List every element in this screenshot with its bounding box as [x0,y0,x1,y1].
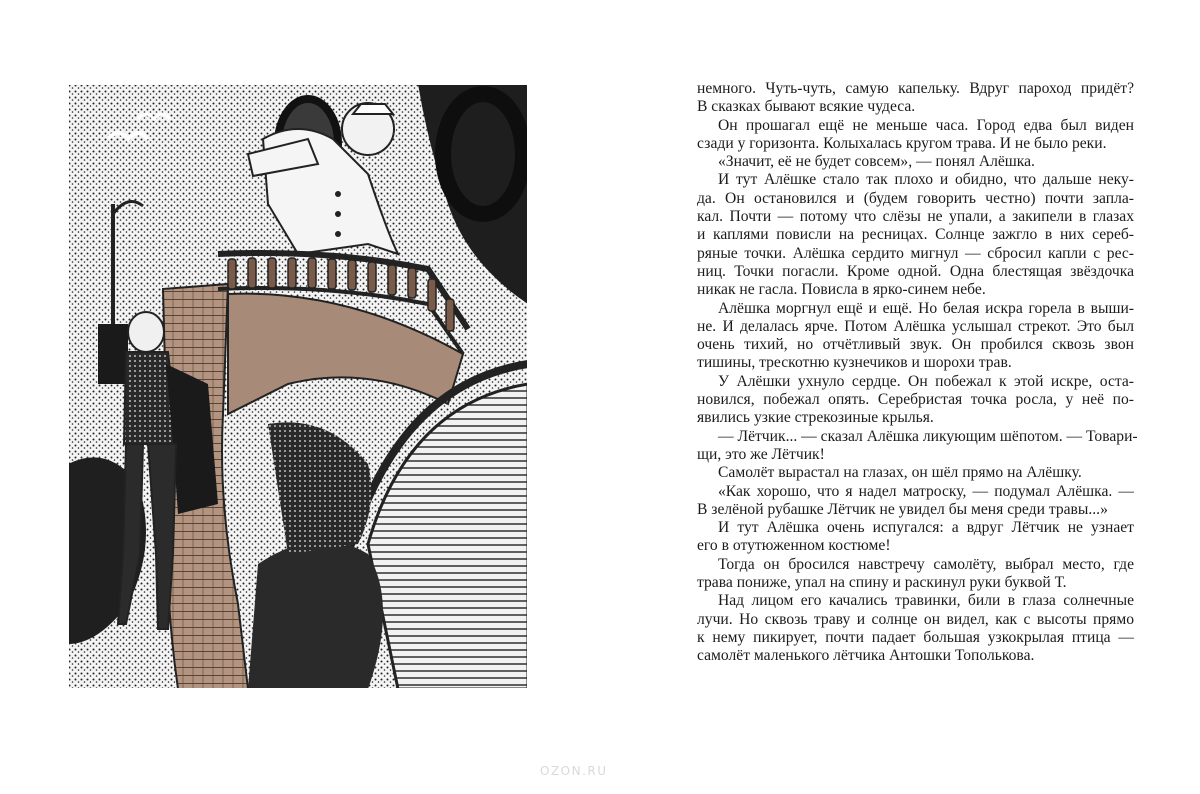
story-text [697,80,1138,666]
foreground-foliage-center [248,541,383,689]
text-line: И тут Алёшке стало так плохо и обидно, что дальше неку- [718,171,1134,189]
illustration-svg [68,84,528,689]
text-line: Тогда он бросился навстречу самолёту, выбрал место, где [718,555,1134,573]
text-line: ниц. Точки погасли. Кроме одной. Одна блестящая звёздочка [697,262,1134,280]
book-illustration [68,84,528,689]
text-line: — Лётчик... — сказал Алёшка ликующим шёпотом. — Товари- [718,427,1138,445]
text-line: лучи. Но сквозь траву и солнце он видел, как с высоты прямо [697,610,1134,628]
text-line: самолёт маленького лётчика Антошки Тополькова. [697,647,1035,665]
text-line: кал. Почти — потому что слёзы не упали, а закипели в глазах [697,208,1134,226]
text-line: очень тихий, но отчётливый звук. Он пробился сквозь звон [697,336,1134,354]
watermark: OZON.RU [540,764,608,778]
text-line: да. Он остановился и (будем говорить честно) почти запла- [697,189,1134,207]
text-line: Алёшка моргнул ещё и ещё. Но белая искра горела в выши- [718,299,1134,317]
text-line: В сказках бывают всякие чудеса. [697,98,916,116]
text-line: У Алёшки ухнуло сердце. Он побежал к этой искре, оста- [718,372,1134,390]
text-line: немного. Чуть-чуть, самую капельку. Вдруг пароход придёт? [697,80,1134,97]
text-line: тишины, трескотню кузнечиков и шорохи трав. [697,354,1012,372]
text-line: к нему пикирует, почти падает большая узкокрылая птица — [697,628,1134,646]
text-line: и каплями повисли на ресницах. Солнце зажгло в них сереб- [697,226,1134,244]
text-line: Самолёт вырастал на глазах, он шёл прямо на Алёшку. [718,464,1082,482]
text-line: В зелёной рубашке Лётчик не увидел бы меня среди травы...» [697,500,1108,518]
text-line: сзади у горизонта. Колыхалась кругом трава. И не было реки. [697,134,1107,152]
text-line: никак не гасла. Повисла в ярко-синем небе. [697,281,986,299]
text-line: И тут Алёшка очень испугался: а вдруг Лётчик не узнает [718,519,1134,537]
text-line: ряные точки. Алёшка сердито мигнул — сбросил капли с рес- [697,244,1134,262]
text-line: Над лицом его качались травинки, били в глаза солнечные [718,592,1134,610]
text-line: не. И делалась ярче. Потом Алёшка услышал стрекот. Это был [697,317,1134,335]
text-line: «Как хорошо, что я надел матроску, — подумал Алёшка. — [718,482,1134,500]
text-line: явились узкие стрекозиные крылья. [697,409,934,427]
text-line: новился, побежал опять. Серебристая точка росла, у неё по- [697,391,1134,409]
text-line: щи, это же Лётчик! [697,445,825,463]
text-line: трава пониже, упал на спину и раскинул руки буквой Т. [697,574,1067,592]
text-line: Он прошагал ещё не меньше часа. Город едва был виден [718,116,1134,134]
text-line: «Значит, её не будет совсем», — понял Алёшка. [718,153,1035,171]
text-line: его в отутюженном костюме! [697,537,891,555]
